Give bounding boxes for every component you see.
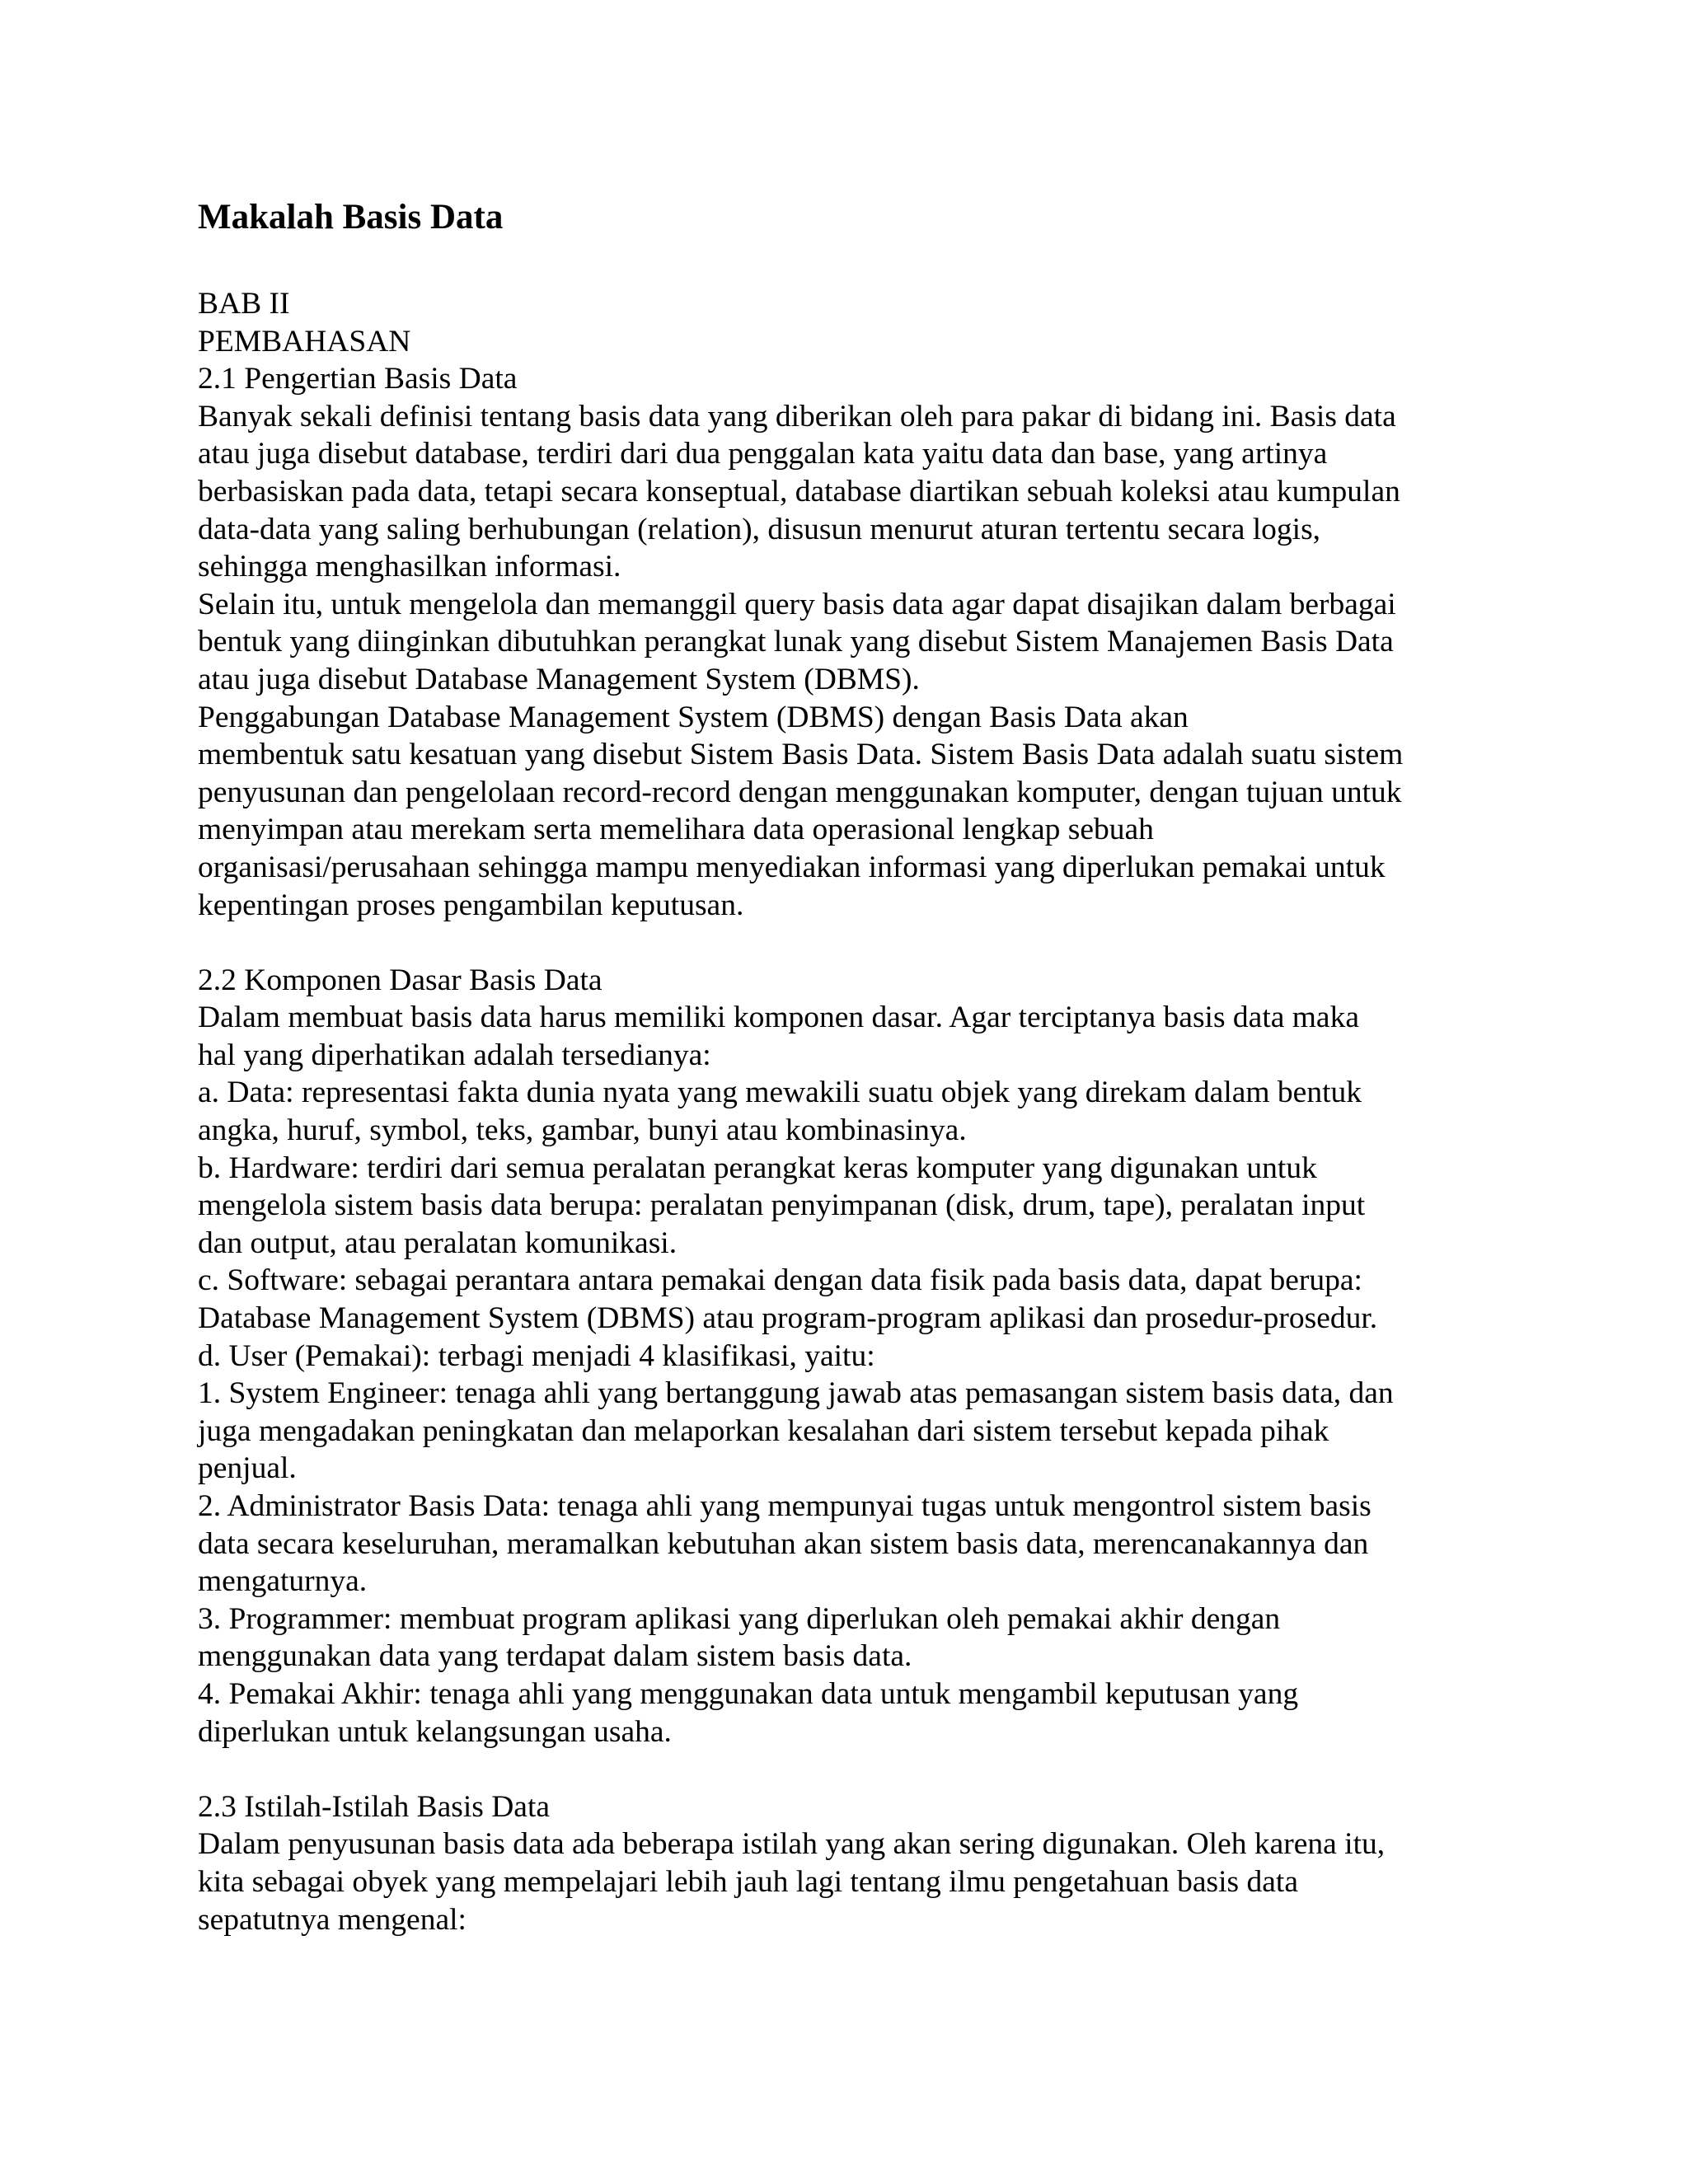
body-line: diperlukan untuk kelangsungan usaha. [198,1714,672,1749]
body-line: menggunakan data yang terdapat dalam sistem basis data. [198,1639,912,1674]
section-heading: 2.2 Komponen Dasar Basis Data [198,963,603,997]
body-line: berbasiskan pada data, tetapi secara konseptual, database diartikan sebuah koleksi atau kumpulan [198,474,1400,509]
section-2-3 [198,1788,1517,1938]
body-line: a. Data: representasi fakta dunia nyata yang mewakili suatu objek yang direkam dalam bentuk [198,1076,1362,1110]
body-line: Selain itu, untuk mengelola dan memanggil query basis data agar dapat disajikan dalam berbagai [198,587,1396,621]
body-line: menyimpan atau merekam serta memelihara data operasional lengkap sebuah [198,813,1154,847]
body-line: data secara keseluruhan, meramalkan kebutuhan akan sistem basis data, merencanakannya dan [198,1526,1369,1561]
section-2-2 [198,962,1517,1750]
body-line: dan output, atau peralatan komunikasi. [198,1226,678,1260]
body-line: penjual. [198,1451,297,1486]
body-line: 2. Administrator Basis Data: tenaga ahli yang mempunyai tugas untuk mengontrol sistem basis [198,1489,1372,1523]
document-title: Makalah Basis Data [198,198,504,237]
body-line: penyusunan dan pengelolaan record-record dengan menggunakan komputer, dengan tujuan untuk [198,775,1402,809]
section-2-1 [198,360,1517,924]
body-line: 1. System Engineer: tenaga ahli yang bertanggung jawab atas pemasangan sistem basis data, dan [198,1376,1394,1411]
body-line: 4. Pemakai Akhir: tenaga ahli yang menggunakan data untuk mengambil keputusan yang [198,1676,1299,1711]
body-line: b. Hardware: terdiri dari semua peralatan perangkat keras komputer yang digunakan untuk [198,1151,1317,1185]
paragraph-gap [198,1750,1517,1788]
chapter-title: PEMBAHASAN [198,324,411,359]
body-line: data-data yang saling berhubungan (relation), disusun menurut aturan tertentu secara logis, [198,512,1321,546]
section-heading: 2.1 Pengertian Basis Data [198,362,518,396]
section-heading: 2.3 Istilah-Istilah Basis Data [198,1789,551,1824]
body-line: membentuk satu kesatuan yang disebut Sistem Basis Data. Sistem Basis Data adalah suatu sistem [198,738,1404,772]
body-line: Dalam membuat basis data harus memiliki komponen dasar. Agar terciptanya basis data maka [198,1001,1359,1035]
body-line: Banyak sekali definisi tentang basis data yang diberikan oleh para pakar di bidang ini. Basis data [198,399,1396,434]
body-line: mengaturnya. [198,1564,368,1599]
chapter-label: BAB II [198,287,290,321]
body-line: atau juga disebut Database Management System (DBMS). [198,662,920,696]
body-line: kepentingan proses pengambilan keputusan. [198,888,744,922]
body-line: organisasi/perusahaan sehingga mampu menyediakan informasi yang diperlukan pemakai untuk [198,850,1386,884]
body-line: Database Management System (DBMS) atau program-program aplikasi dan prosedur-prosedur. [198,1301,1378,1336]
body-line: sehingga menghasilkan informasi. [198,550,621,584]
body-line: bentuk yang diinginkan dibutuhkan perangkat lunak yang disebut Sistem Manajemen Basis Data [198,625,1394,659]
body-line: sepatutnya mengenal: [198,1902,467,1937]
body-line: kita sebagai obyek yang mempelajari lebih jauh lagi tentang ilmu pengetahuan basis data [198,1864,1298,1899]
body-line: hal yang diperhatikan adalah tersedianya: [198,1038,711,1072]
body-line: c. Software: sebagai perantara antara pemakai dengan data fisik pada basis data, dapat berupa: [198,1263,1362,1298]
paragraph-gap [198,924,1517,962]
body-line: mengelola sistem basis data berupa: peralatan penyimpanan (disk, drum, tape), peralatan input [198,1188,1366,1223]
body-line: angka, huruf, symbol, teks, gambar, bunyi atau kombinasinya. [198,1113,967,1148]
body-line: 3. Programmer: membuat program aplikasi yang diperlukan oleh pemakai akhir dengan [198,1601,1281,1636]
body-line: atau juga disebut database, terdiri dari dua penggalan kata yaitu data dan base, yang artinya [198,437,1328,471]
document-page [198,196,1517,1938]
body-line: Dalam penyusunan basis data ada beberapa istilah yang akan sering digunakan. Oleh karena itu, [198,1827,1386,1862]
body-line: d. User (Pemakai): terbagi menjadi 4 klasifikasi, yaitu: [198,1338,875,1373]
body-line: juga mengadakan peningkatan dan melaporkan kesalahan dari sistem tersebut kepada pihak [198,1413,1329,1448]
body-line: Penggabungan Database Management System (DBMS) dengan Basis Data akan [198,700,1189,734]
